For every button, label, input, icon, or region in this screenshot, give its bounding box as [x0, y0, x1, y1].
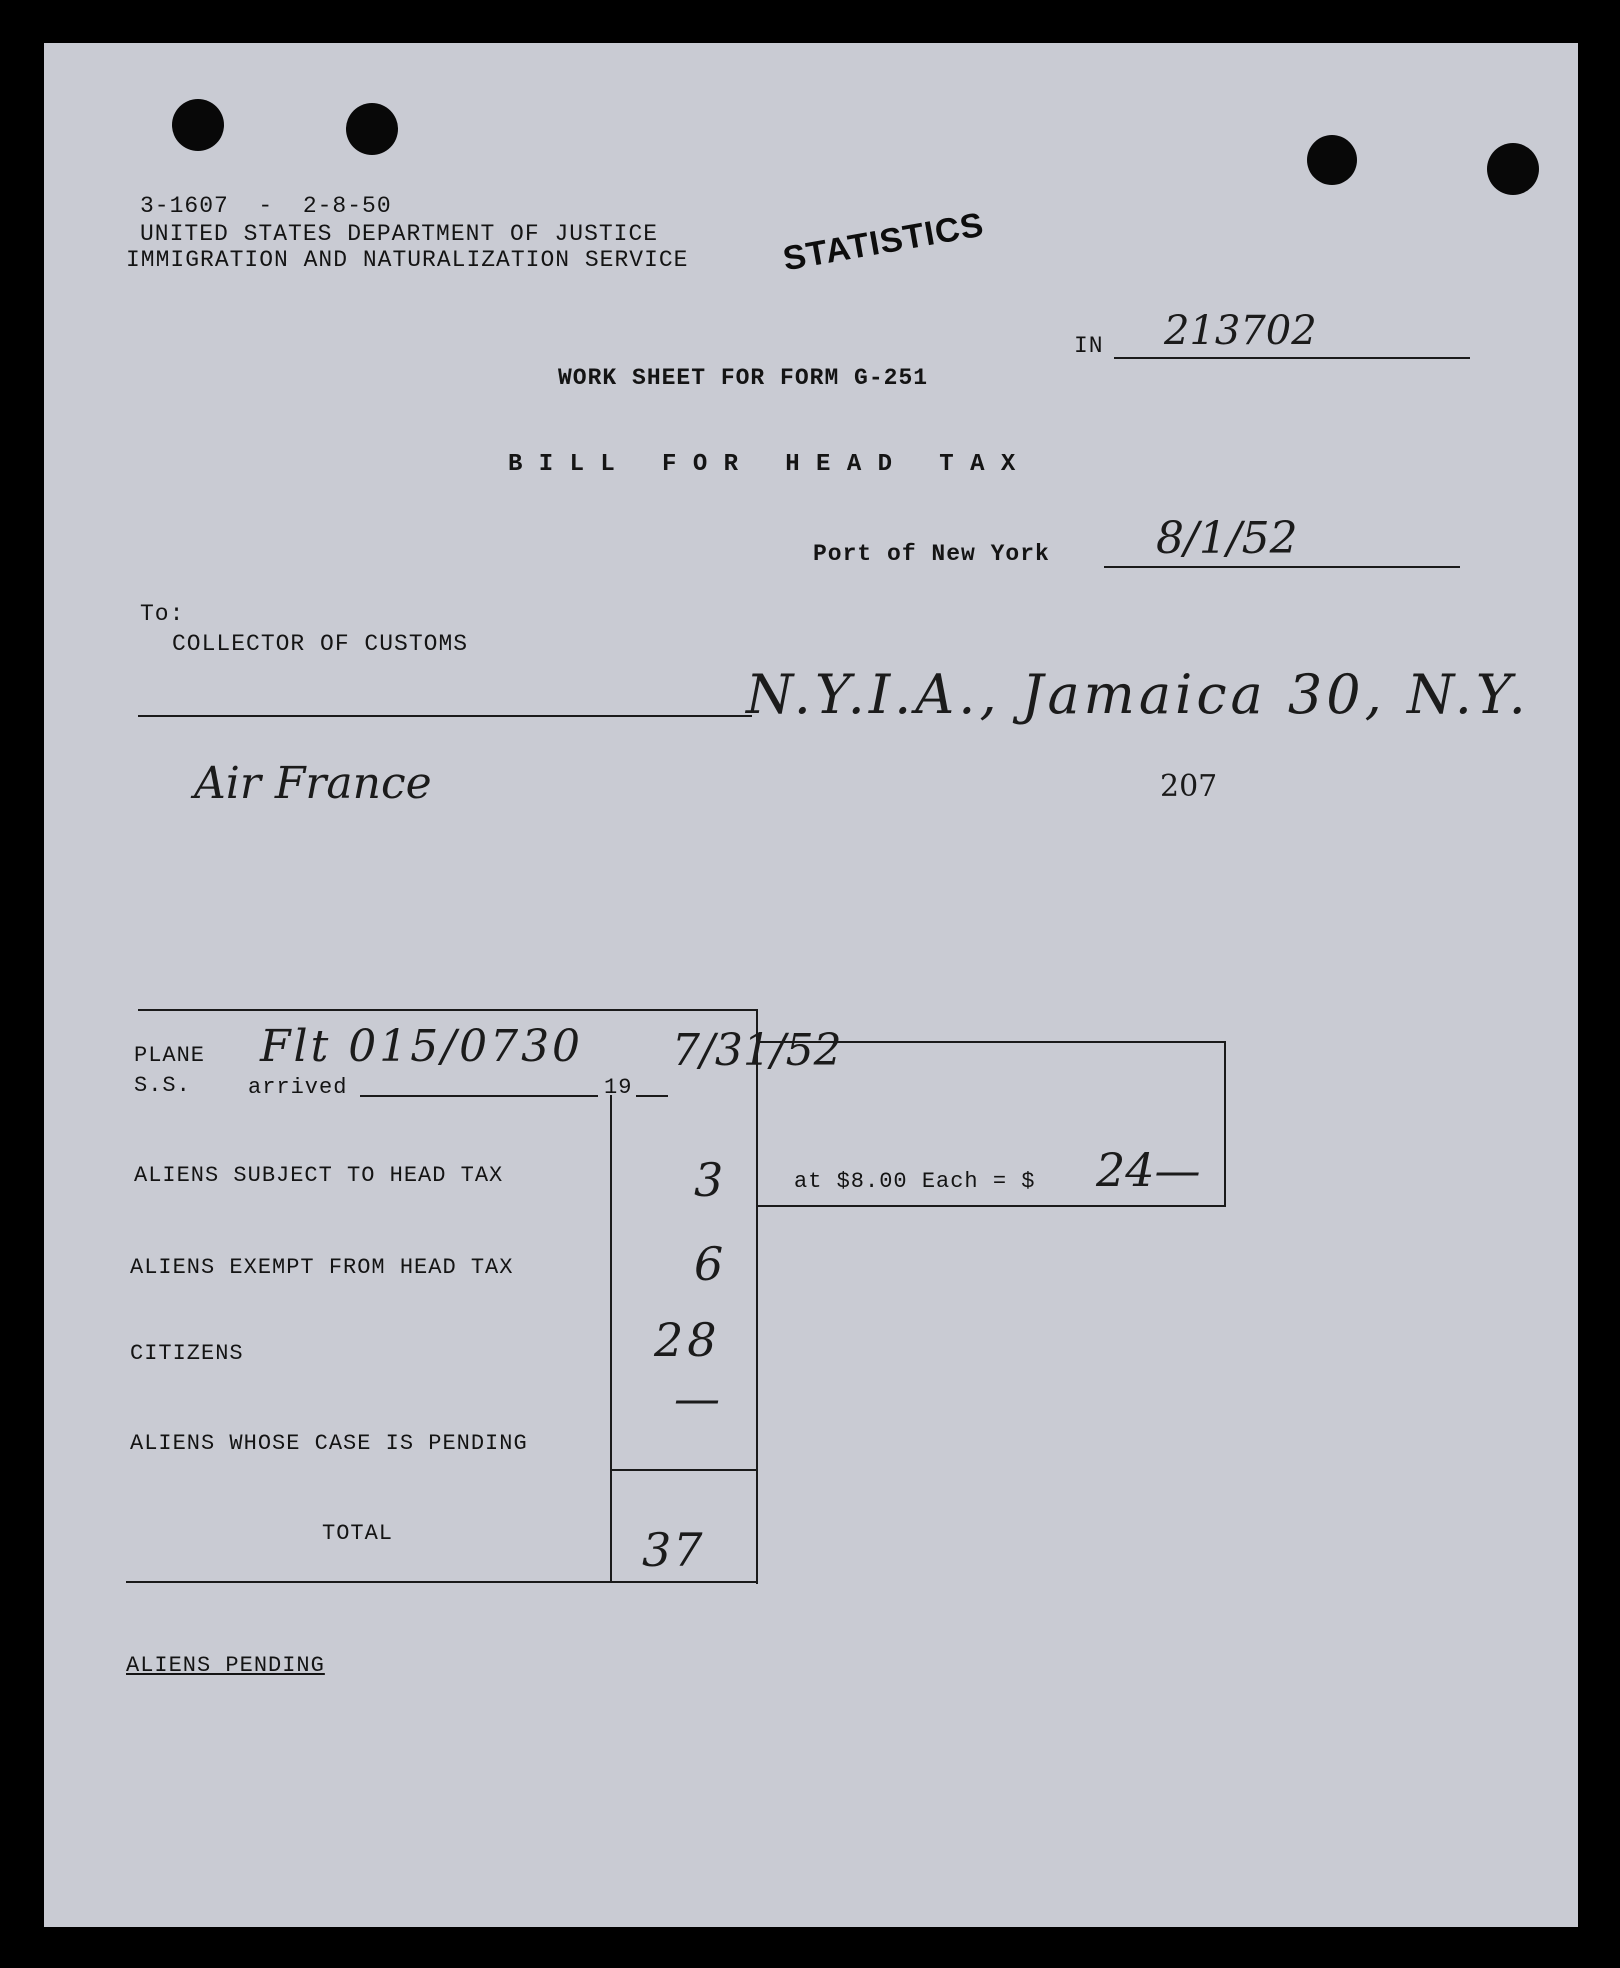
collector-line: [138, 715, 752, 717]
form-number: 3-1607 - 2-8-50: [140, 193, 392, 219]
total-value: 37: [642, 1523, 705, 1577]
row-label-pending: ALIENS WHOSE CASE IS PENDING: [130, 1431, 528, 1456]
tax-box-bottom-line: [758, 1205, 1226, 1207]
year-line: [636, 1095, 668, 1097]
punch-hole: [346, 103, 398, 155]
punch-hole: [1307, 135, 1357, 185]
collector-location: N.Y.I.A., Jamaica 30, N.Y.: [746, 663, 1530, 726]
arrival-date: 7/31/52: [672, 1025, 842, 1076]
tax-amount: 24—: [1096, 1143, 1201, 1197]
to-value: COLLECTOR OF CUSTOMS: [172, 631, 469, 657]
service-name: IMMIGRATION AND NATURALIZATION SERVICE: [126, 247, 689, 273]
worksheet-title: WORK SHEET FOR FORM G-251: [558, 365, 929, 391]
table-top-line: [138, 1009, 758, 1011]
flight-number: Flt 015/0730: [260, 1021, 584, 1072]
port-label: Port of New York: [813, 541, 1050, 567]
tax-box-right-line: [1224, 1041, 1226, 1207]
row-label-subject: ALIENS SUBJECT TO HEAD TAX: [134, 1163, 504, 1188]
rate-text: at $8.00 Each = $: [794, 1169, 1036, 1194]
punch-hole: [1487, 143, 1539, 195]
row-label-exempt: ALIENS EXEMPT FROM HEAD TAX: [130, 1255, 514, 1280]
table-right-line: [756, 1009, 758, 1584]
document-sheet: [44, 43, 1578, 1927]
row-value-subject: 3: [694, 1153, 724, 1207]
carrier-name: Air France: [194, 758, 432, 809]
statistics-stamp: STATISTICS: [780, 205, 987, 279]
port-date: 8/1/52: [1156, 513, 1298, 564]
port-date-line: [1104, 566, 1460, 568]
row-value-exempt: 6: [694, 1237, 724, 1291]
total-divider-line: [610, 1469, 758, 1471]
row-value-pending: —: [674, 1371, 720, 1425]
number-207: 207: [1160, 769, 1218, 804]
arrived-line: [360, 1095, 598, 1097]
plane-label: PLANE: [134, 1043, 206, 1068]
value-column-line: [610, 1095, 612, 1583]
in-label: IN: [1074, 333, 1104, 359]
aliens-pending-label: ALIENS PENDING: [126, 1653, 325, 1678]
row-value-citizens: 28: [654, 1313, 721, 1367]
punch-hole: [172, 99, 224, 151]
bill-title: B I L L F O R H E A D T A X: [508, 451, 1017, 478]
department-name: UNITED STATES DEPARTMENT OF JUSTICE: [140, 221, 659, 247]
arrived-label: arrived: [248, 1075, 348, 1100]
ss-label: S.S.: [134, 1073, 191, 1098]
table-bottom-line: [126, 1581, 758, 1583]
in-number: 213702: [1164, 308, 1317, 354]
year-prefix: 19: [604, 1075, 633, 1100]
total-label: TOTAL: [322, 1521, 394, 1546]
row-label-citizens: CITIZENS: [130, 1341, 244, 1366]
in-number-line: [1114, 357, 1470, 359]
to-label: To:: [140, 601, 185, 627]
